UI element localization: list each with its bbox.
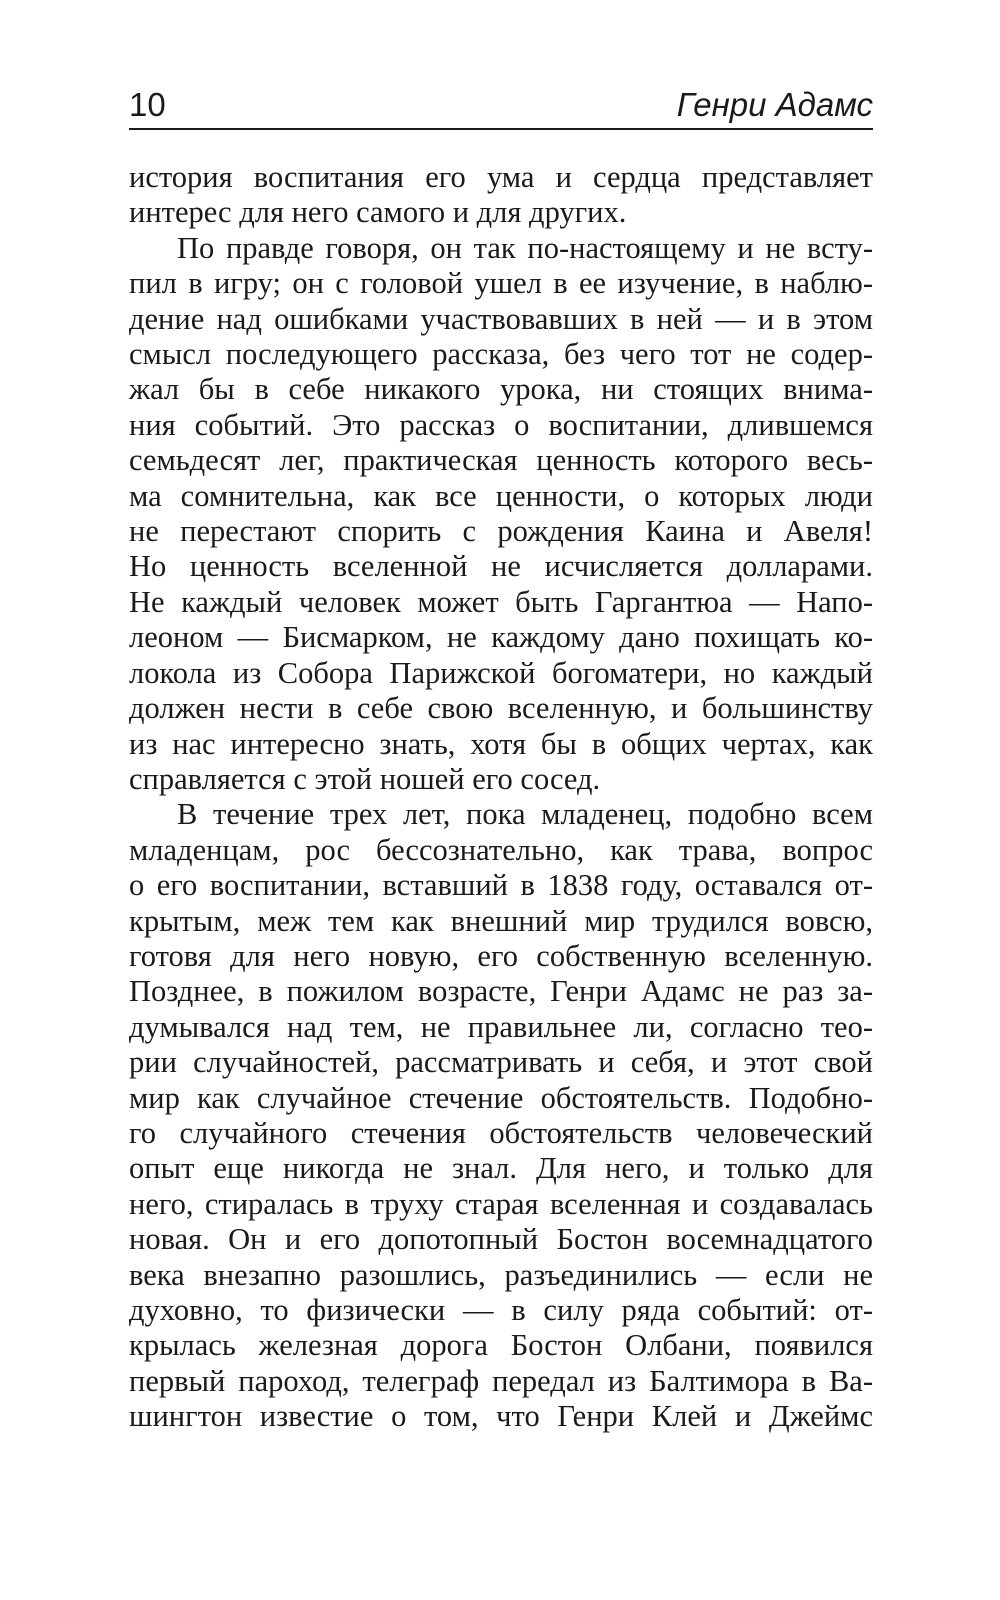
text-line: крытым, меж тем как внешний мир трудился вовсю, [129,903,873,938]
text-line: ния событий. Это рассказ о воспитании, длившемся [129,407,873,442]
text-line: о его воспитании, вставший в 1838 году, оставался от- [129,868,873,903]
text-line: го случайного стечения обстоятельств человеческий [129,1115,873,1150]
text-line: Не каждый человек может быть Гаргантюа — Напо- [129,584,873,619]
text-line: смысл последующего рассказа, без чего тот не содер- [129,337,873,372]
text-line: опыт еще никогда не знал. Для него, и только для [129,1151,873,1186]
book-page [129,80,873,1435]
text-line: В течение трех лет, пока младенец, подобно всем [177,797,873,832]
running-header [129,80,873,130]
paragraph [129,797,873,1434]
text-line: него, стиралась в труху старая вселенная и создавалась [129,1186,873,1221]
text-line: мир как случайное стечение обстоятельств. Подобно- [129,1080,873,1115]
text-line: дение над ошибками участвовавших в ней — и в этом [129,301,873,336]
text-line: история воспитания его ума и сердца представляет [129,160,873,194]
text-line: леоном — Бисмарком, не каждому дано похищать ко- [129,620,873,655]
text-line: века внезапно разошлись, разъединились — если не [129,1257,873,1292]
text-line: ма сомнительна, как все ценности, о которых люди [129,478,873,513]
text-line: думывался над тем, не правильнее ли, согласно тео- [129,1009,873,1044]
text-line: Позднее, в пожилом возрасте, Генри Адамс не раз за- [129,974,873,1009]
body-text [129,160,873,1435]
text-line: духовно, то физически — в силу ряда событий: от- [129,1293,873,1327]
text-line: интерес для него самого и для других. [129,195,627,230]
running-header-author: Генри Адамс [676,86,873,123]
text-line: справляется с этой ношей его сосед. [129,761,601,796]
text-line: шингтон известие о том, что Генри Клей и Джеймс [129,1399,873,1434]
text-line: младенцам, рос бессознательно, как трава, вопрос [129,832,873,867]
text-line: рии случайностей, рассматривать и себя, и этот свой [129,1045,873,1080]
text-line: новая. Он и его допотопный Бостон восемнадцатого [129,1222,873,1257]
text-line: не перестают спорить с рождения Каина и Авеля! [129,514,873,549]
text-line: из нас интересно знать, хотя бы в общих чертах, как [129,726,873,761]
text-line: крылась железная дорога Бостон Олбани, появился [129,1328,873,1363]
page-number: 10 [129,86,166,123]
text-line: локола из Собора Парижской богоматери, но каждый [129,655,873,690]
text-line: семьдесят лег, практическая ценность которого весь- [129,443,873,478]
text-line: Но ценность вселенной не исчисляется долларами. [129,549,873,584]
paragraph [129,160,873,231]
text-line: По правде говоря, он так по-настоящему и не всту- [177,230,873,265]
text-line: пил в игру; он с головой ушел в ее изучение, в наблю- [129,266,873,301]
text-line: готовя для него новую, его собственную вселенную. [129,938,873,973]
text-line: должен нести в себе свою вселенную, и большинству [129,691,873,726]
text-line: жал бы в себе никакого урока, ни стоящих внима- [129,372,873,407]
text-line: первый пароход, телеграф передал из Балтимора в Ва- [129,1363,873,1398]
paragraph [129,231,873,798]
